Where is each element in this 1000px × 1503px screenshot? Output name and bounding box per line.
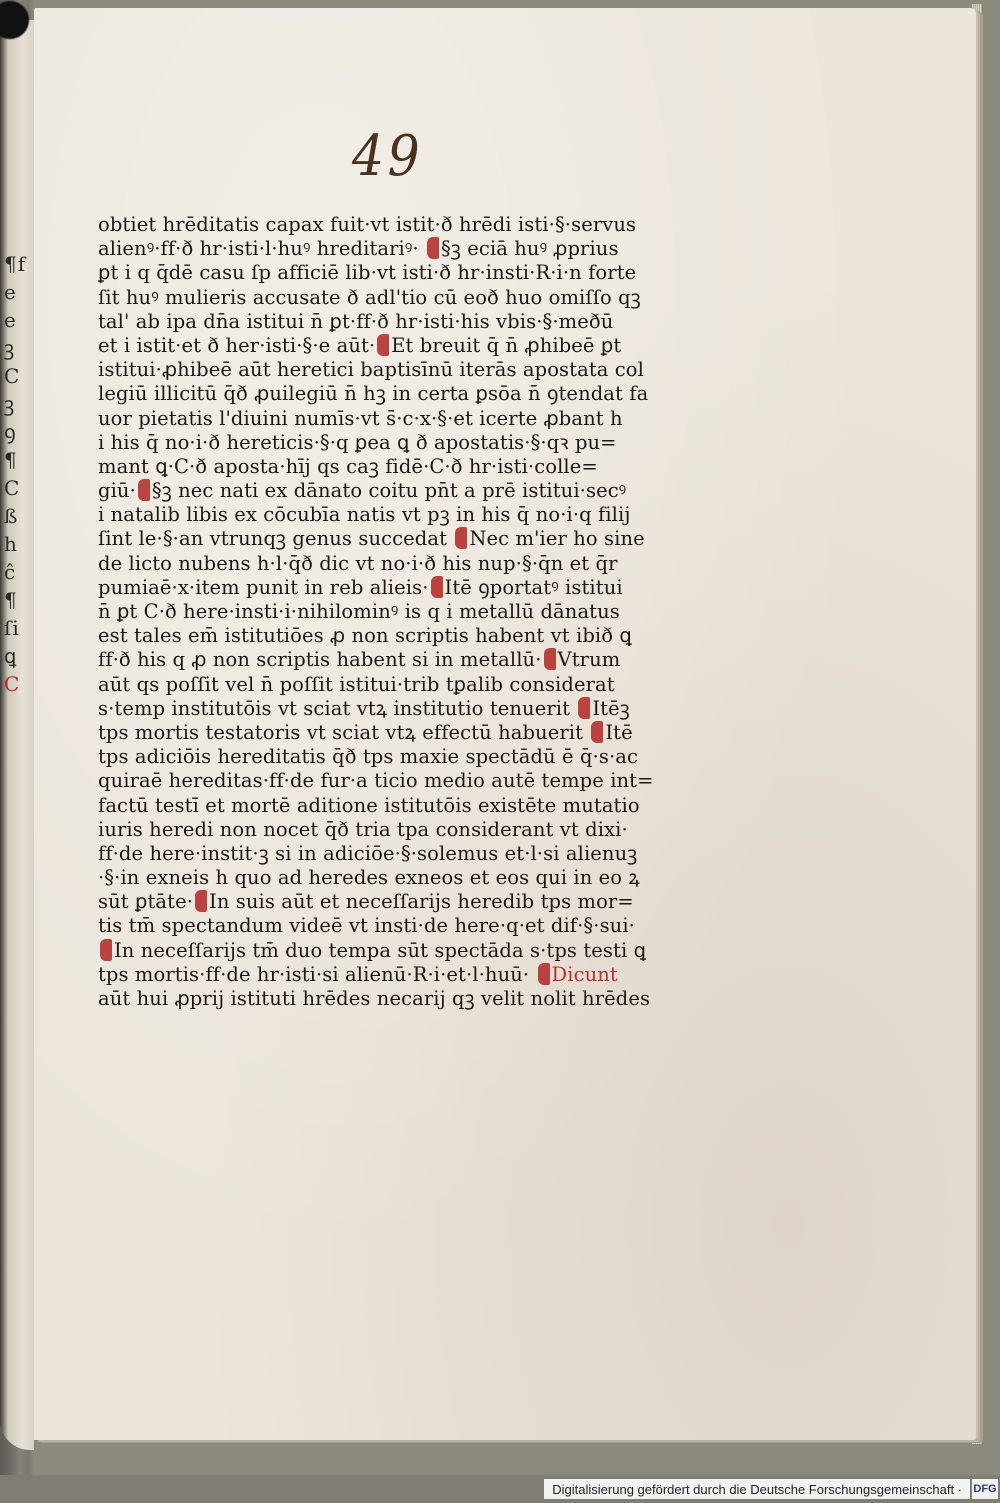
text-line: ff·ð his q ꝓ non scriptis habent si in metallū· Vtrum bbox=[98, 648, 621, 672]
text-line: ſit huꝰ mulieris accusate ð adl'tio cū eoð huo omiſſo qꝫ bbox=[98, 285, 641, 309]
rubric-mark bbox=[591, 721, 603, 743]
text-line: ff·de here·instit·ꝫ si in adiciōe·§·solemus et·l·si alienuꝫ bbox=[98, 841, 638, 865]
text-line: ·§·in exneis h quo ad heredes exneos et eos qui in eo ꝝ bbox=[98, 866, 640, 890]
text-line: aūt qs poſſit vel n̄ poſſit istitui·trib tꝑalib considerat bbox=[98, 672, 615, 696]
rubric-mark bbox=[377, 334, 389, 356]
rubric-mark bbox=[100, 939, 112, 961]
text-line: ſint le·§·an vtrunqꝫ genus succedat Nec m'ier ho sine bbox=[98, 527, 645, 551]
rubric-mark bbox=[455, 527, 467, 549]
text-line: iuris heredi non nocet q̄ð tria tpa considerant vt dixi· bbox=[98, 817, 628, 841]
text-line: legiū illicitū q̄ð ꝓuilegiū n̄ hꝫ in certa ꝑsōa n̄ ꝯtendat fa bbox=[98, 382, 649, 406]
text-line: est tales em̄ istitutiōes ꝓ non scriptis habent vt ibið ꝗ bbox=[98, 624, 632, 648]
folio-number: 49 bbox=[352, 124, 424, 189]
text-line: tps mortis testatoris vt sciat vtꝝ effectū habuerit Itē bbox=[98, 720, 633, 744]
text-line: alienꝰ·ff·ð hr·isti·l·huꝰ hreditariꝰ· §ꝫ eciā huꝰ ꝓprius bbox=[98, 237, 619, 261]
book-page bbox=[34, 8, 976, 1440]
text-line: s·temp institutōis vt sciat vtꝝ institutio tenuerit Itēꝫ bbox=[98, 696, 630, 720]
text-line: tal' ab ipa dn̄a istitui n̄ ꝑt·ff·ð hr·isti·his vbis·§·meðū bbox=[98, 309, 614, 333]
text-line: i natalib libis ex cōcubīa natis vt pꝫ in his q̄ no·i·q filij bbox=[98, 503, 631, 527]
dfg-logo-icon: DFG bbox=[972, 1479, 998, 1499]
text-line: pumiaē·x·item punit in reb alieis· Itē ꝯportatꝰ istitui bbox=[98, 575, 623, 599]
funding-credit: Digitalisierung gefördert durch die Deutsche Forschungsgemeinschaft · bbox=[544, 1479, 970, 1499]
text-line: i his q̄ no·i·ð hereticis·§·q ꝑea ꝗ ð apostatis·§·qꝛ pu= bbox=[98, 430, 617, 454]
text-line: tis tm̄ spectandum videē vt insti·de here·q·et dif·§·sui· bbox=[98, 914, 635, 938]
text-line: uor pietatis l'diuini numīs·vt s̄·c·x·§·et icerte ꝓbant h bbox=[98, 406, 623, 430]
text-line: In neceſſarijs tm̄ duo tempa sūt spectāda s·tps testi ꝗ bbox=[98, 939, 688, 963]
footer-bar bbox=[0, 1475, 1000, 1503]
rubric-mark bbox=[578, 697, 590, 719]
text-line: ꝑt i q q̄dē casu ſp afficiē lib·vt isti·ð hr·insti·R·i·n forte bbox=[98, 261, 637, 285]
text-line: istitui·ꝓhibeē aūt heretici baptisīnū iterās apostata col bbox=[98, 358, 644, 382]
left-page-text-fragments: ¶fe eꝫ C ꝫ ꝯ ¶ C ß h ĉ ¶ ſi ꝗ C bbox=[4, 252, 27, 696]
text-line: factū testī et mortē aditione istitutōis existēte mutatio bbox=[98, 793, 640, 817]
rubric-mark bbox=[427, 237, 439, 259]
text-line: aūt hui ꝓprij istituti hrēdes necarij qꝫ velit nolit hrēdes bbox=[98, 987, 651, 1010]
text-line: giū· §ꝫ nec nati ex dānato coitu pn̄t a prē istitui·secꝰ bbox=[98, 479, 627, 503]
text-line: n̄ ꝑt C·ð here·insti·i·nihilominꝰ is q i metallū dānatus bbox=[98, 600, 620, 623]
text-line: obtiet hrēditatis capax fuit·vt istit·ð hrēdi isti·§·servus bbox=[98, 213, 637, 236]
text-line: mant ꝗ·C·ð aposta·hīj qs caꝫ fidē·C·ð hr·isti·colle= bbox=[98, 454, 598, 478]
left-page-edge bbox=[0, 20, 34, 1450]
text-line: quiraē hereditas·ff·de fur·a ticio medio autē tempe int= bbox=[98, 769, 654, 793]
rubric-mark bbox=[195, 890, 207, 912]
left-page-rubric: C bbox=[4, 672, 21, 696]
rubric-mark bbox=[544, 648, 556, 670]
rubric-mark bbox=[431, 576, 443, 598]
text-line: de licto nubens h·l·q̄ð dic vt no·i·ð his nup·§·q̄n et q̄r bbox=[98, 551, 618, 575]
rubric-mark bbox=[138, 479, 150, 501]
text-line: tps adiciōis hereditatis q̄ð tps maxie spectādū ē q̄·s·ac bbox=[98, 745, 638, 769]
rubric-mark bbox=[538, 963, 550, 985]
text-line: et i istit·et ð her·isti·§·e aūt· Et breuit q̄ n̄ ꝓhibeē ꝑt bbox=[98, 333, 622, 357]
text-line: tps mortis·ff·de hr·isti·si alienū·R·i·et·l·huū· Dicunt bbox=[98, 962, 618, 986]
text-line: sūt ꝑtāte· In suis aūt et neceſſarijs heredib tps mor= bbox=[98, 890, 634, 914]
main-text-block bbox=[98, 213, 688, 1011]
